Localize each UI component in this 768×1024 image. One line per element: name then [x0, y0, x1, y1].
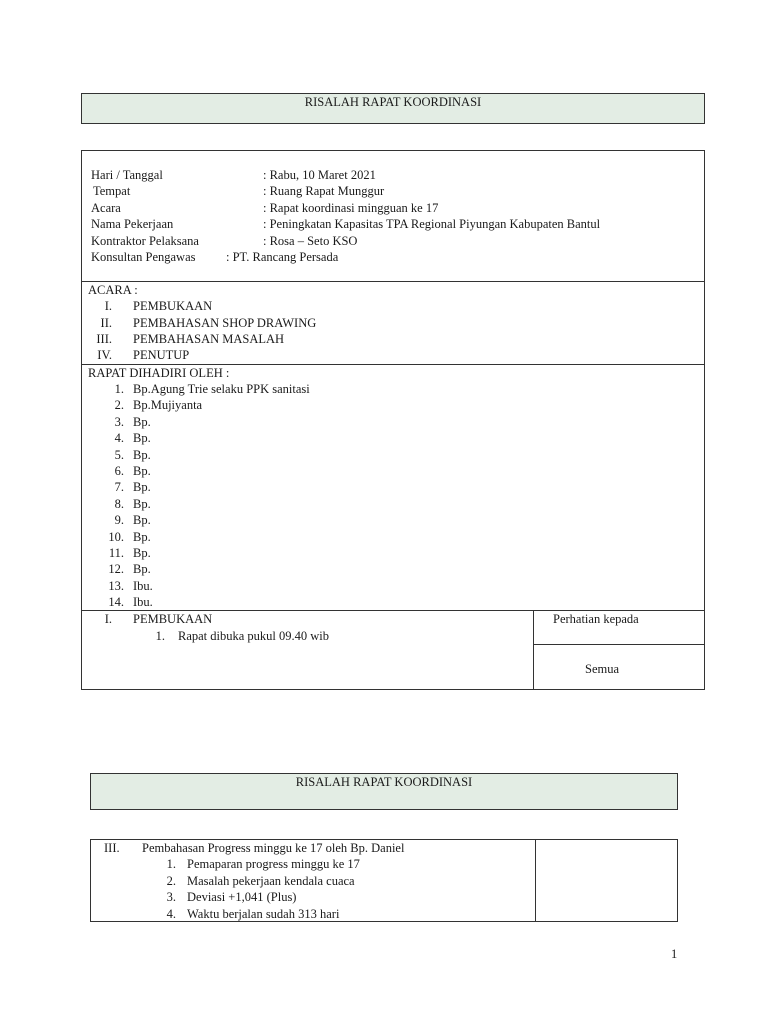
acara-item-num: IV.: [97, 348, 112, 362]
info-label-tempat: Tempat: [93, 184, 131, 198]
attendee-name: Bp.: [133, 546, 151, 560]
acara-item-text: PEMBUKAAN: [133, 299, 213, 313]
info-value-konsultan: : PT. Rancang Persada: [226, 250, 339, 264]
info-value-kontraktor: : Rosa – Seto KSO: [263, 234, 358, 248]
attendee-name: Bp.Agung Trie selaku PPK sanitasi: [133, 382, 310, 396]
attendee-name: Bp.: [133, 414, 151, 429]
attendee-number: 9.: [114, 513, 124, 528]
section3-heading: Pembahasan Progress minggu ke 17 oleh Bp. Daniel: [142, 841, 405, 855]
info-label-acara: Acara: [91, 201, 121, 215]
hadir-heading: RAPAT DIHADIRI OLEH :: [88, 366, 230, 380]
info-label-kontraktor: Kontraktor Pelaksana: [91, 234, 199, 248]
progress-item-text: Pemaparan progress minggu ke 17: [187, 857, 360, 871]
progress-item-number: 4.: [166, 906, 176, 921]
attendee-number: 4.: [114, 431, 124, 446]
attendee-number: 6.: [114, 464, 124, 478]
document-title-box: [81, 93, 705, 124]
attendee-name: Bp.: [133, 447, 151, 462]
pembukaan-item-num: 1.: [155, 629, 165, 643]
info-label-pekerjaan: Nama Pekerjaan: [91, 217, 174, 231]
acara-item-num: II.: [100, 316, 112, 330]
attendee-number: 14.: [108, 595, 124, 610]
progress-item-text: Masalah pekerjaan kendala cuaca: [187, 873, 355, 888]
document-title: RISALAH RAPAT KOORDINASI: [304, 95, 482, 109]
info-label-hari: Hari / Tanggal: [91, 168, 163, 182]
pembukaan-heading: PEMBUKAAN: [133, 612, 213, 626]
info-value-acara: : Rapat koordinasi mingguan ke 17: [263, 201, 439, 215]
column-divider-perhatian: [533, 610, 534, 690]
info-value-hari: : Rabu, 10 Maret 2021: [263, 168, 376, 182]
attendee-number: 5.: [114, 447, 124, 462]
acara-item-text: PENUTUP: [133, 348, 190, 362]
progress-item-text: Waktu berjalan sudah 313 hari: [187, 906, 340, 921]
attendee-number: 10.: [108, 529, 124, 544]
attendee-number: 13.: [108, 578, 124, 593]
attendee-name: Bp.Mujiyanta: [133, 398, 203, 413]
acara-item-text: PEMBAHASAN MASALAH: [133, 332, 285, 346]
attendee-name: Bp.: [133, 496, 151, 511]
attendee-number: 8.: [114, 496, 124, 511]
attendee-name: Ibu.: [133, 595, 153, 610]
progress-item-text: Deviasi +1,041 (Plus): [187, 890, 297, 904]
pembukaan-item-text: Rapat dibuka pukul 09.40 wib: [178, 629, 330, 643]
acara-item-num: III.: [96, 332, 112, 346]
attendee-number: 12.: [108, 562, 124, 577]
attendee-name: Bp.: [133, 529, 151, 544]
attendee-name: Bp.: [133, 513, 151, 528]
document-title-box-2: [90, 773, 678, 810]
section3-num: III.: [104, 841, 120, 855]
info-value-pekerjaan: : Peningkatan Kapasitas TPA Regional Piyungan Kabupaten Bantul: [263, 217, 601, 231]
attendee-name: Bp.: [133, 431, 151, 446]
row-divider-semua: [533, 644, 705, 645]
page-number: 1: [671, 947, 678, 961]
document-title-2: RISALAH RAPAT KOORDINASI: [295, 775, 473, 789]
progress-column-divider: [535, 839, 536, 922]
attendee-name: Bp.: [133, 562, 151, 577]
info-label-konsultan: Konsultan Pengawas: [91, 250, 196, 264]
attendee-name: Bp.: [133, 480, 151, 495]
acara-item-text: PEMBAHASAN SHOP DRAWING: [133, 316, 317, 330]
semua-label: Semua: [585, 662, 620, 676]
attendee-number: 3.: [114, 414, 124, 429]
attendee-number: 7.: [114, 480, 124, 495]
progress-item-number: 1.: [166, 857, 176, 871]
info-value-tempat: : Ruang Rapat Munggur: [263, 184, 385, 198]
acara-item-num: I.: [104, 299, 112, 313]
progress-item-number: 3.: [166, 890, 176, 904]
attendee-name: Bp.: [133, 464, 151, 478]
pembukaan-num: I.: [104, 612, 112, 626]
acara-heading: ACARA :: [88, 283, 138, 297]
attendee-number: 11.: [108, 546, 124, 560]
attendee-name: Ibu.: [133, 578, 153, 593]
perhatian-label: Perhatian kepada: [553, 612, 639, 626]
attendee-number: 1.: [114, 382, 124, 396]
progress-item-number: 2.: [166, 873, 176, 888]
row-divider-acara: [81, 281, 705, 282]
attendee-number: 2.: [114, 398, 124, 413]
